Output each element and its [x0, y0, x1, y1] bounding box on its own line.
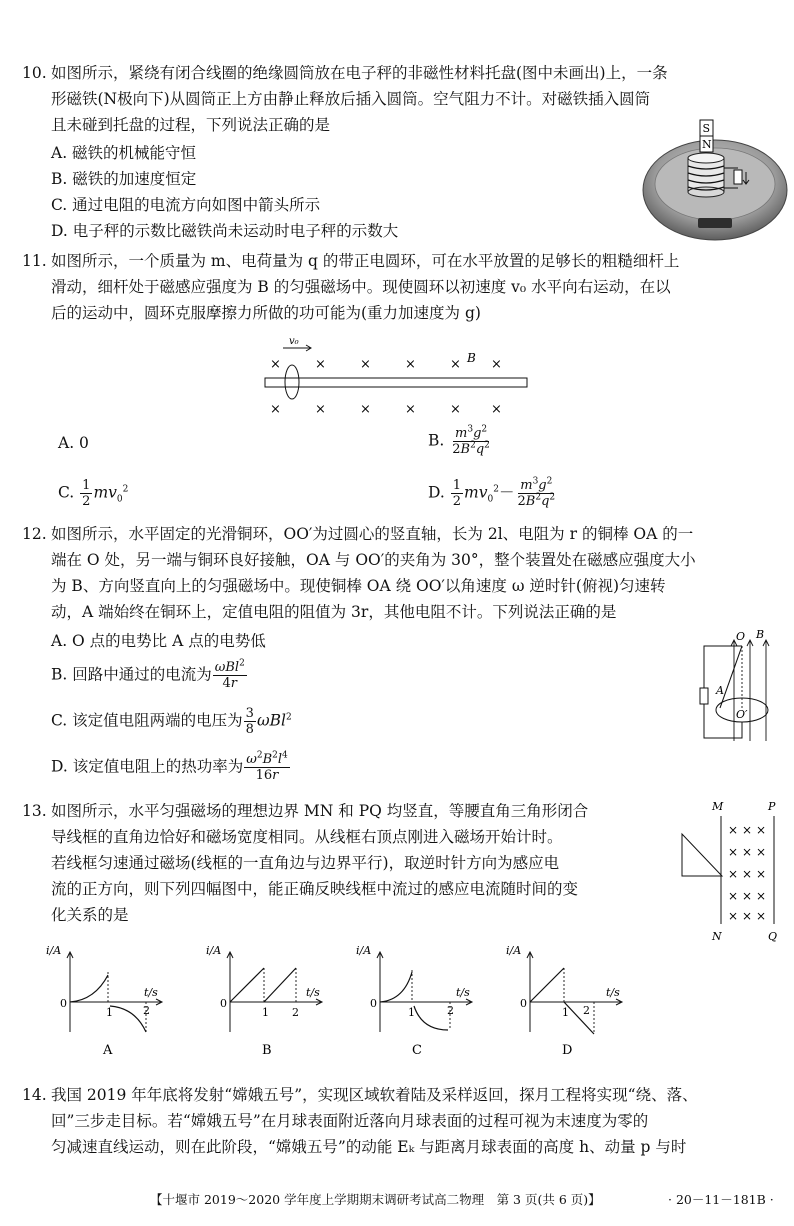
question-text: 如图所示，水平固定的光滑铜环，OO′为过圆心的竖直轴，长为 2l、电阻为 r 的铜棒 OA 的一 [51, 525, 694, 543]
svg-text:i/A: i/A [506, 944, 522, 957]
svg-text:2: 2 [447, 1004, 454, 1017]
question-text: 化关系的是 [51, 906, 129, 924]
question-text: 为 B、方向竖直向上的匀强磁场中。现使铜棒 OA 绕 OO′以角速度 ω 逆时针(俯视)匀速转 [51, 577, 666, 595]
question-text: 我国 2019 年年底将发射“嫦娥五号”，实现区域软着陆及采样返回，探月工程将实现“绕、落、 [51, 1086, 698, 1104]
question-11 [22, 248, 774, 326]
field-cross: × [728, 867, 739, 881]
point-a-label: A [716, 684, 724, 697]
field-cross: × [756, 823, 767, 837]
option-a[interactable]: A. 磁铁的机械能守恒 [51, 144, 197, 162]
question-text: 若线框匀速通过磁场(线框的一直角边与边界平行)，取逆时针方向为感应电 [51, 854, 560, 872]
field-cross: × [728, 823, 739, 837]
question-text: 导线框的直角边恰好和磁场宽度相同。从线框右顶点刚进入磁场开始计时。 [51, 828, 563, 846]
question-text: 形磁铁(N极向下)从圆筒正上方由静止释放后插入圆筒。空气阻力不计。对磁铁插入圆筒 [51, 90, 651, 108]
field-cross: × [270, 402, 281, 417]
svg-text:0: 0 [520, 997, 527, 1010]
question-text: 滑动，细杆处于磁感应强度为 B 的匀强磁场中。现使圆环以初速度 v₀ 水平向右运动，在以 [51, 278, 671, 296]
field-b-label: B [756, 628, 765, 641]
field-cross: × [315, 357, 326, 372]
option-d[interactable]: D. $\frac{1}{2}$ $mv_0^2-$ $\frac{m^3g^2}{2B^2q^2}$ [428, 476, 556, 509]
magnet-n-label: N [702, 138, 712, 151]
graph-a[interactable] [40, 942, 170, 1056]
svg-text:i/A: i/A [206, 944, 222, 957]
question-text: 回”三步走目标。若“嫦娥五号”在月球表面附近落向月球表面的过程可视为末速度为零的 [51, 1112, 649, 1130]
v0-label: v₀ [289, 336, 299, 347]
field-cross: × [360, 357, 371, 372]
svg-text:t/s: t/s [456, 986, 470, 999]
field-cross: × [491, 357, 502, 372]
question-number: 14. [22, 1086, 47, 1104]
triangle-field-figure [678, 796, 794, 944]
svg-text:2: 2 [292, 1006, 299, 1019]
question-text: 且未碰到托盘的过程，下列说法正确的是 [51, 116, 331, 134]
field-cross: × [728, 909, 739, 923]
boundary-m-label: M [712, 800, 724, 813]
rod-figure [255, 332, 545, 418]
page-footer: 【十堰市 2019～2020 学年度上学期期末调研考试高二物理 第 3 页(共 6 页)】 [150, 1192, 601, 1207]
field-cross: × [728, 845, 739, 859]
field-cross: × [491, 402, 502, 417]
field-cross: × [756, 909, 767, 923]
svg-text:2: 2 [583, 1004, 590, 1017]
point-o-label: O [736, 630, 746, 643]
field-cross: × [450, 402, 461, 417]
question-text: 如图所示，一个质量为 m、电荷量为 q 的带正电圆环，可在水平放置的足够长的粗糙细杆上 [51, 252, 680, 270]
question-text: 后的运动中，圆环克服摩擦力所做的功可能为(重力加速度为 g) [51, 304, 481, 322]
field-cross: × [742, 845, 753, 859]
field-cross: × [742, 909, 753, 923]
exam-code: · 20－11－181B · [668, 1192, 774, 1207]
svg-text:t/s: t/s [144, 986, 158, 999]
option-b[interactable]: B. $\frac{m^3g^2}{2B^2q^2}$ [428, 424, 490, 457]
field-cross: × [742, 889, 753, 903]
boundary-n-label: N [712, 930, 722, 943]
question-text: 如图所示，水平匀强磁场的理想边界 MN 和 PQ 均竖直，等腰直角三角形闭合 [51, 802, 589, 820]
graph-label: A [103, 1043, 113, 1056]
graph-b[interactable] [200, 942, 330, 1056]
svg-text:i/A: i/A [46, 944, 62, 957]
field-b-label: B [467, 351, 476, 365]
option-a[interactable]: A. O 点的电势比 A 点的电势低 [51, 632, 266, 650]
field-cross: × [405, 357, 416, 372]
question-13 [22, 798, 682, 928]
magnet-s-label: S [702, 122, 711, 135]
question-text: 匀减速直线运动，则在此阶段，“嫦娥五号”的动能 Eₖ 与距离月球表面的高度 h、动量 p 与时 [51, 1138, 687, 1156]
svg-text:1: 1 [262, 1006, 269, 1019]
boundary-p-label: P [768, 800, 776, 813]
option-b[interactable]: B. 磁铁的加速度恒定 [51, 170, 197, 188]
option-c[interactable]: C. 该定值电阻两端的电压为 $\frac{3}{8}$ ωBl$^2$ [51, 706, 292, 737]
question-text: 端在 O 处，另一端与铜环良好接触，OA 与 OO′的夹角为 30°，整个装置处在磁感应强度大小 [51, 551, 696, 569]
svg-text:1: 1 [408, 1006, 415, 1019]
svg-text:t/s: t/s [306, 986, 320, 999]
svg-text:0: 0 [60, 997, 67, 1010]
field-cross: × [756, 889, 767, 903]
question-number: 10. [22, 64, 47, 82]
scale-figure [640, 118, 790, 244]
question-text: 如图所示，紧绕有闭合线圈的绝缘圆筒放在电子秤的非磁性材料托盘(图中未画出)上，一条 [51, 64, 668, 82]
question-12 [22, 521, 774, 625]
graph-label: D [562, 1043, 573, 1056]
svg-text:1: 1 [106, 1006, 113, 1019]
question-number: 12. [22, 525, 47, 543]
field-cross: × [315, 402, 326, 417]
graph-label: B [262, 1043, 272, 1056]
boundary-q-label: Q [768, 930, 778, 943]
option-b[interactable]: B. 回路中通过的电流为 $\frac{\omega Bl^2}{4r}$ [51, 658, 245, 691]
graph-c[interactable] [350, 942, 480, 1056]
field-cross: × [756, 845, 767, 859]
question-number: 13. [22, 802, 47, 820]
graph-d[interactable] [500, 942, 630, 1056]
svg-text:i/A: i/A [356, 944, 372, 957]
option-d[interactable]: D. 该定值电阻上的热功率为 $\frac{\omega^2B^2l^4}{16r}$ [51, 750, 288, 783]
option-a[interactable]: A. 0 [58, 434, 89, 452]
question-text: 动，A 端始终在铜环上，定值电阻的阻值为 3r，其他电阻不计。下列说法正确的是 [51, 603, 617, 621]
question-14 [22, 1082, 774, 1160]
svg-text:2: 2 [143, 1004, 150, 1017]
field-cross: × [742, 867, 753, 881]
field-cross: × [728, 889, 739, 903]
field-cross: × [742, 823, 753, 837]
question-text: 流的正方向，则下列四幅图中，能正确反映线框中流过的感应电流随时间的变 [51, 880, 579, 898]
svg-text:t/s: t/s [606, 986, 620, 999]
field-cross: × [450, 357, 461, 372]
option-d[interactable]: D. 电子秤的示数比磁铁尚未运动时电子秤的示数大 [51, 222, 399, 240]
field-cross: × [360, 402, 371, 417]
field-cross: × [405, 402, 416, 417]
svg-text:1: 1 [562, 1006, 569, 1019]
option-c[interactable]: C. $\frac{1}{2}$ $mv_0^2$ [58, 478, 129, 509]
ring-figure [684, 626, 784, 746]
svg-text:0: 0 [220, 997, 227, 1010]
svg-text:0: 0 [370, 997, 377, 1010]
field-cross: × [756, 867, 767, 881]
option-c[interactable]: C. 通过电阻的电流方向如图中箭头所示 [51, 196, 321, 214]
question-number: 11. [22, 252, 47, 270]
point-o-prime-label: O′ [736, 708, 748, 721]
field-cross: × [270, 357, 281, 372]
graph-label: C [412, 1043, 422, 1056]
